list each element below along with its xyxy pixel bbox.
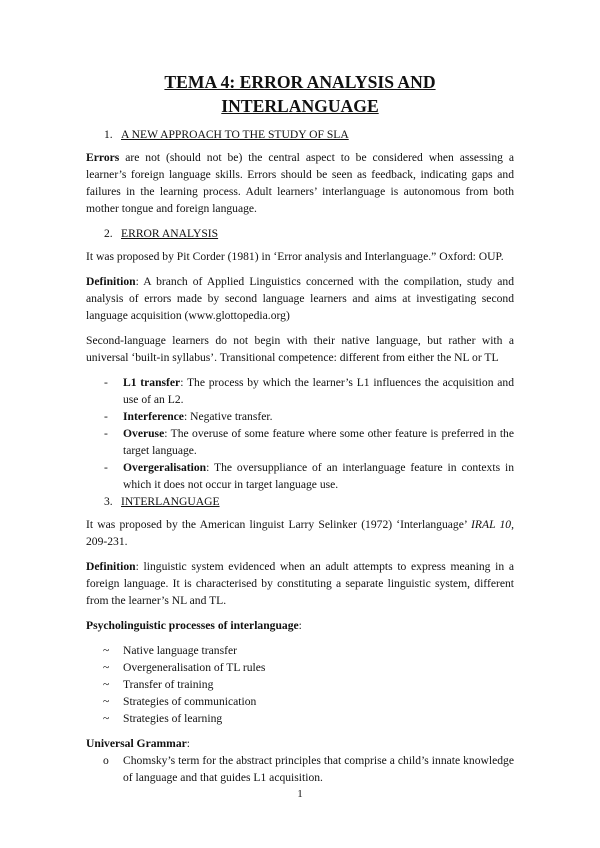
term-label: L1 transfer: [123, 376, 181, 389]
process-text: Native language transfer: [123, 644, 237, 657]
term-label: Interference: [123, 410, 184, 423]
section-title: A NEW APPROACH TO THE STUDY OF SLA: [121, 128, 349, 141]
selinker-text: It was proposed by the American linguist Larry Selinker (1972) ‘Interlanguage’: [86, 518, 472, 531]
errors-paragraph: [86, 149, 514, 217]
process-text: Transfer of training: [123, 678, 214, 691]
term-text: : The oversuppliance of an interlanguage feature in contexts in which it does not occur in target language use.: [123, 461, 514, 491]
selinker-tail: , 209-231.: [86, 518, 514, 548]
ug-heading-text: Universal Grammar: [86, 737, 187, 750]
list-item: [86, 693, 514, 710]
circle-bullet: o: [103, 754, 109, 767]
section-number: 2.: [104, 227, 113, 240]
list-item: [86, 374, 514, 408]
journal-title: IRAL 10: [471, 518, 512, 531]
dash-bullet: -: [104, 410, 108, 423]
section-number: 3.: [104, 495, 113, 508]
term-text: : The process by which the learner’s L1 influences the acquisition and use of an L2.: [123, 376, 514, 406]
list-item: [86, 642, 514, 659]
definition-paragraph-2: [86, 558, 514, 609]
section-title: ERROR ANALYSIS: [121, 227, 219, 240]
term-text: : Negative transfer.: [183, 410, 273, 423]
processes-heading: [86, 617, 514, 634]
list-item: [86, 752, 514, 786]
section-title: INTERLANGUAGE: [121, 495, 220, 508]
process-text: Strategies of communication: [123, 695, 257, 708]
tilde-bullet: ~: [103, 695, 110, 708]
list-item: [86, 710, 514, 727]
dash-bullet: -: [104, 376, 108, 389]
page-content: [86, 70, 514, 786]
second-language-paragraph: Second-language learners do not begin with their native language, but rather with a universal ‘built-in syllabus’. Transitional competence: different from either the NL or TL: [86, 334, 514, 364]
list-item: [86, 425, 514, 459]
term-label: Overgeralisation: [123, 461, 207, 474]
process-text: Overgeneralisation of TL rules: [123, 661, 266, 674]
ug-text: Chomsky’s term for the abstract principles that comprise a child’s innate knowledge of language and that guides L1 acquisition.: [123, 754, 514, 784]
list-item: [86, 459, 514, 493]
list-item: [86, 659, 514, 676]
ug-colon: :: [186, 737, 191, 750]
tilde-bullet: ~: [103, 678, 110, 691]
definition-lead: Definition: [86, 275, 136, 288]
ug-heading: [86, 735, 514, 752]
definition-text: : A branch of Applied Linguistics concerned with the compilation, study and analysis of errors made by second language learners and aims at investigating second language acquisition (www.glottopedia.org): [86, 275, 514, 322]
definition-lead: Definition: [86, 560, 136, 573]
definition-text: : linguistic system evidenced when an adult attempts to express meaning in a foreign language. It is characterised by constituting a separate linguistic system, different from the learner’s NL and TL.: [86, 560, 514, 607]
tilde-bullet: ~: [103, 712, 110, 725]
term-label: Overuse: [123, 427, 165, 440]
processes-colon: :: [298, 619, 302, 632]
section-heading-2: [86, 225, 514, 242]
corder-paragraph: It was proposed by Pit Corder (1981) in ‘Error analysis and Interlanguage.” Oxford: OUP.: [86, 250, 504, 263]
dash-bullet: -: [104, 427, 108, 440]
errors-lead: Errors: [86, 151, 120, 164]
errors-text: are not (should not be) the central aspect to be considered when assessing a learner’s foreign language skills. Errors should be seen as feedback, indicating gaps and failures in the learning process. Adult learners’ interlanguage is autonomous from both mother tongue and foreign language.: [86, 151, 514, 215]
terms-list: [86, 374, 514, 493]
dash-bullet: -: [104, 461, 108, 474]
selinker-paragraph: [86, 516, 514, 550]
tilde-bullet: ~: [103, 661, 110, 674]
section-heading-1: [86, 126, 514, 143]
section-heading-3: [86, 493, 514, 510]
page-number: 1: [297, 788, 303, 800]
list-item: [86, 676, 514, 693]
term-text: : The overuse of some feature where some other feature is preferred in the target language.: [123, 427, 514, 457]
process-text: Strategies of learning: [123, 712, 223, 725]
processes-heading-text: Psycholinguistic processes of interlanguage: [86, 619, 299, 632]
section-number: 1.: [104, 128, 113, 141]
ug-list: [86, 752, 514, 786]
definition-paragraph-1: [86, 273, 514, 324]
tilde-bullet: ~: [103, 644, 110, 657]
page-title: TEMA 4: ERROR ANALYSIS AND INTERLANGUAGE: [164, 72, 436, 116]
processes-list: [86, 642, 514, 727]
list-item: [86, 408, 514, 425]
